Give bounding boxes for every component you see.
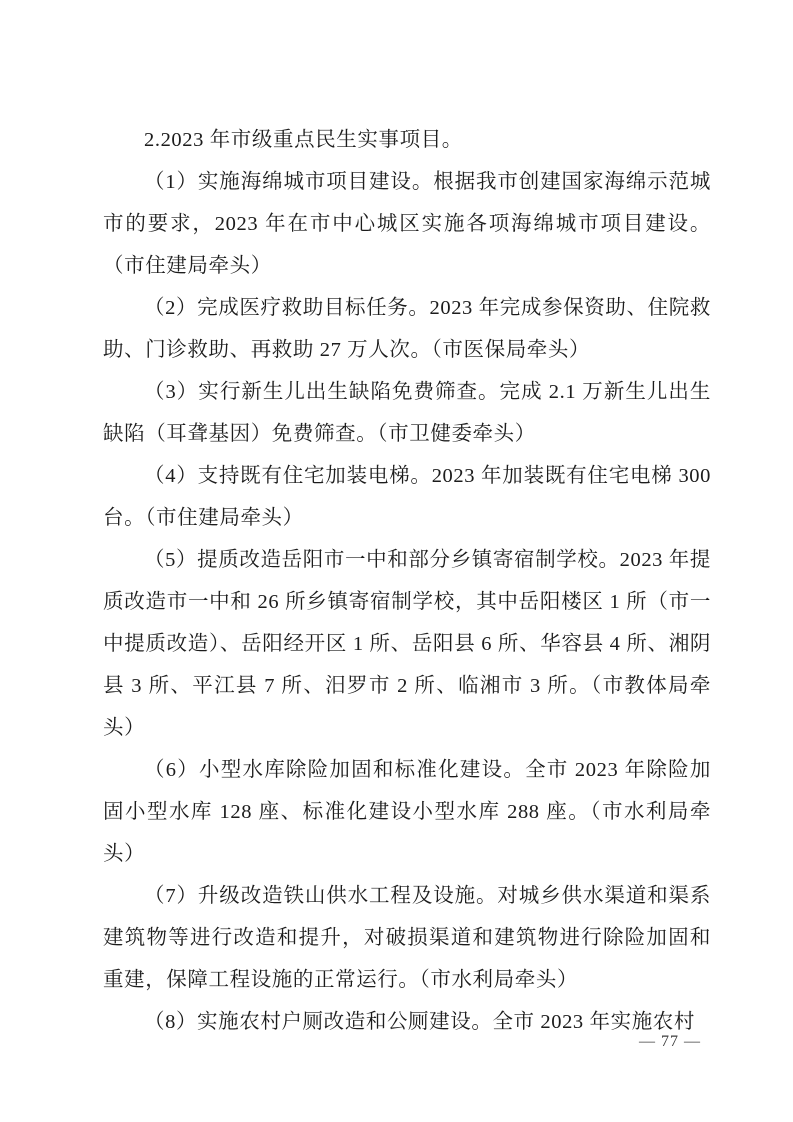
document-body bbox=[103, 119, 711, 1043]
paragraph-item-2: （2）完成医疗救助目标任务。2023 年完成参保资助、住院救助、门诊救助、再救助 27 万人次。（市医保局牵头） bbox=[103, 297, 711, 361]
paragraph-heading: 2.2023 年市级重点民生实事项目。 bbox=[144, 129, 463, 151]
paragraph-item-1: （1）实施海绵城市项目建设。根据我市创建国家海绵示范城市的要求，2023 年在市中心城区实施各项海绵城市项目建设。（市住建局牵头） bbox=[103, 171, 711, 277]
page-number: — 77 — bbox=[639, 1033, 701, 1050]
paragraph-item-8: （8）实施农村户厕改造和公厕建设。全市 2023 年实施农村 bbox=[144, 1011, 695, 1033]
paragraph-item-4: （4）支持既有住宅加装电梯。2023 年加装既有住宅电梯 300 台。（市住建局牵头） bbox=[103, 465, 711, 529]
paragraph-item-6: （6）小型水库除险加固和标准化建设。全市 2023 年除险加固小型水库 128 座、标准化建设小型水库 288 座。（市水利局牵头） bbox=[103, 759, 711, 865]
paragraph-item-3: （3）实行新生儿出生缺陷免费筛查。完成 2.1 万新生儿出生缺陷（耳聋基因）免费筛查。（市卫健委牵头） bbox=[103, 381, 711, 445]
paragraph-item-7: （7）升级改造铁山供水工程及设施。对城乡供水渠道和渠系建筑物等进行改造和提升，对破损渠道和建筑物进行除险加固和重建，保障工程设施的正常运行。（市水利局牵头） bbox=[103, 885, 711, 991]
paragraph-item-5: （5）提质改造岳阳市一中和部分乡镇寄宿制学校。2023 年提质改造市一中和 26 所乡镇寄宿制学校，其中岳阳楼区 1 所（市一中提质改造）、岳阳经开区 1 所、岳阳县 6 所、华容县 4 所、湘阴县 3 所、平江县 7 所、汨罗市 2 所、临湘市 3 所。（市教体局牵头） bbox=[103, 549, 711, 739]
